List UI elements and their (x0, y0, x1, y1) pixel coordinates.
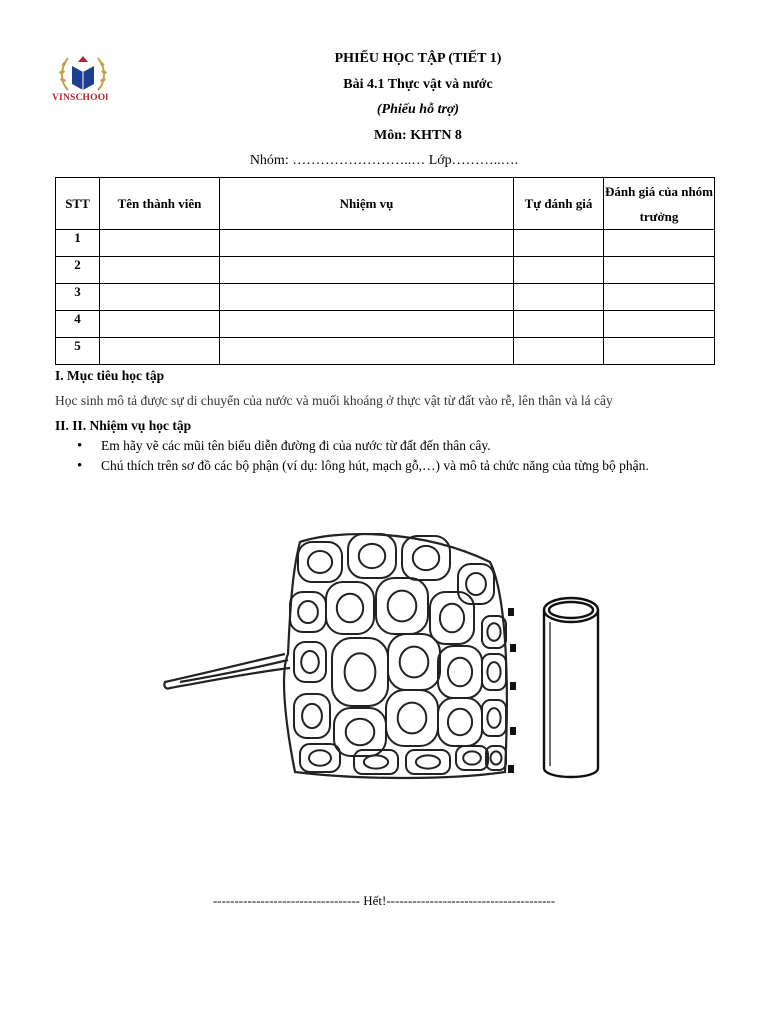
table-row (56, 284, 715, 311)
cell-vacuole (388, 591, 417, 622)
list-item: • Em hãy vẽ các mũi tên biểu diễn đường đi của nước từ đất đến thân cây. (101, 436, 706, 456)
root-cross-section-diagram (160, 522, 610, 782)
leader-assessment-cell[interactable] (604, 338, 715, 365)
cell-wall (348, 534, 396, 578)
header-task: Nhiệm vụ (220, 178, 514, 230)
cell-vacuole (298, 601, 318, 623)
subject-line: Môn: KHTN 8 (374, 128, 462, 143)
cell-vacuole (337, 594, 363, 623)
self-assessment-cell[interactable] (514, 257, 604, 284)
task-cell[interactable] (220, 230, 514, 257)
cell-wall (482, 700, 506, 736)
cell-vacuole (463, 751, 481, 764)
leader-assessment-cell[interactable] (604, 284, 715, 311)
cell-vacuole (359, 544, 385, 568)
member-name-cell[interactable] (100, 230, 220, 257)
cell-wall (482, 654, 506, 690)
objectives-text: Học sinh mô tả được sự di chuyển của nước và muối khoáng ở thực vật từ đất vào rễ, lên thân và lá cây (55, 393, 613, 408)
row-number: 5 (56, 338, 100, 365)
cell-vacuole (491, 751, 502, 764)
row-number: 2 (56, 257, 100, 284)
cell-wall (298, 542, 342, 582)
leader-assessment-cell[interactable] (604, 257, 715, 284)
group-class-line: Nhóm: ……………………..… Lớp………..…. (249, 153, 519, 168)
cell-grid (290, 534, 506, 774)
cell-wall (458, 564, 494, 604)
table-row (56, 257, 715, 284)
cell-vacuole (309, 750, 331, 765)
table-row (56, 230, 715, 257)
cell-wall (332, 638, 388, 706)
worksheet-title: PHIẾU HỌC TẬP (TIẾT 1) (334, 51, 502, 66)
cell-wall (438, 698, 482, 746)
self-assessment-cell[interactable] (514, 311, 604, 338)
cell-wall (334, 708, 386, 756)
cell-wall (402, 536, 450, 580)
table-header-row (56, 178, 715, 230)
member-name-cell[interactable] (100, 284, 220, 311)
cell-wall (326, 582, 374, 634)
self-assessment-cell[interactable] (514, 230, 604, 257)
member-name-cell[interactable] (100, 338, 220, 365)
self-assessment-cell[interactable] (514, 338, 604, 365)
cell-vacuole (400, 647, 429, 678)
end-marker: ---------------------------------- Hết!--------------------------------------- (212, 893, 556, 908)
member-name-cell[interactable] (100, 311, 220, 338)
list-item: • Chú thích trên sơ đồ các bộ phận (ví dụ: lông hút, mạch gỗ,…) và mô tả chức năng của từng bộ phận. (101, 456, 706, 476)
cell-vacuole (440, 604, 464, 633)
task-list (55, 436, 706, 476)
members-table (55, 177, 715, 365)
task-cell[interactable] (220, 257, 514, 284)
cell-vacuole (448, 709, 472, 735)
cell-wall (300, 744, 340, 772)
row-number: 3 (56, 284, 100, 311)
worksheet-subtitle: (Phiếu hỗ trợ) (376, 102, 460, 117)
task-cell[interactable] (220, 311, 514, 338)
self-assessment-cell[interactable] (514, 284, 604, 311)
cell-wall (456, 746, 488, 770)
row-number: 1 (56, 230, 100, 257)
cell-vacuole (416, 755, 440, 768)
cell-vacuole (413, 546, 439, 570)
cell-wall (290, 592, 326, 632)
header-stt: STT (56, 178, 100, 230)
task-cell[interactable] (220, 338, 514, 365)
leader-assessment-cell[interactable] (604, 311, 715, 338)
row-number: 4 (56, 311, 100, 338)
leader-assessment-cell[interactable] (604, 230, 715, 257)
cell-vacuole (346, 719, 375, 745)
cell-vacuole (487, 623, 500, 641)
cell-wall (388, 634, 440, 690)
cell-vacuole (308, 551, 332, 573)
cell-wall (438, 646, 482, 698)
xylem-vessel (544, 598, 598, 777)
cell-wall (294, 642, 326, 682)
header-leader-assessment: Đánh giá của nhóm trưởng (604, 178, 715, 230)
cell-vacuole (487, 662, 500, 682)
header-self-assessment: Tự đánh giá (514, 178, 604, 230)
cell-vacuole (345, 653, 376, 690)
member-name-cell[interactable] (100, 257, 220, 284)
cell-vacuole (302, 704, 322, 728)
cell-wall (376, 578, 428, 634)
cell-wall (386, 690, 438, 746)
cell-vacuole (466, 573, 486, 595)
table-row (56, 311, 715, 338)
cell-wall (406, 750, 450, 774)
logo-text: VINSCHOOl (52, 93, 109, 103)
section-tasks-heading: II. II. Nhiệm vụ học tập (55, 418, 192, 433)
cell-wall (294, 694, 330, 738)
lesson-title: Bài 4.1 Thực vật và nước (343, 77, 493, 92)
section-objectives-heading: I. Mục tiêu học tập (55, 368, 165, 383)
cell-vacuole (448, 658, 472, 687)
table-row (56, 338, 715, 365)
cell-vacuole (487, 708, 500, 728)
task-cell[interactable] (220, 284, 514, 311)
cell-vacuole (398, 703, 427, 734)
header-member-name: Tên thành viên (100, 178, 220, 230)
cell-wall (430, 592, 474, 644)
cell-vacuole (301, 651, 319, 673)
cell-vacuole (364, 755, 388, 768)
